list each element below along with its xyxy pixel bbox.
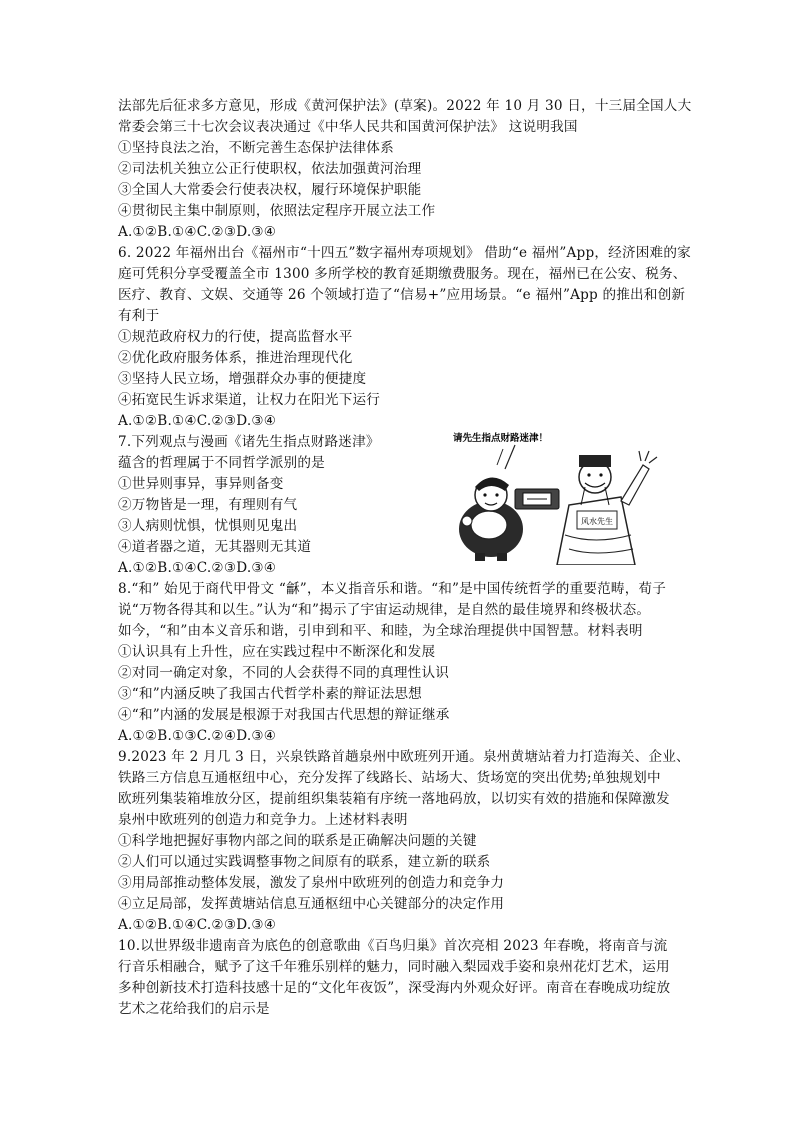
answer-options: A.①②B.①④C.②③D.③④ bbox=[118, 413, 277, 429]
cartoon-caption: 请先生指点财路迷津！ bbox=[453, 433, 549, 444]
question-8-line: 8.“和” 始见于商代甲骨文 “龢”，本义指音乐和谐。“和”是中国传统哲学的重要范畴，荀子 bbox=[118, 581, 667, 597]
text-line: 欧班列集装箱堆放分区，提前组织集装箱有序统一落地码放，以切实有效的措施和保障激发 bbox=[118, 791, 670, 807]
text-line: ④立足局部，发挥黄塘站信息互通枢纽中心关键部分的决定作用 bbox=[118, 896, 505, 912]
rich-man-figure bbox=[459, 477, 523, 561]
text-line: ②万物皆是一理，有理则有气 bbox=[118, 497, 298, 513]
question-6-line: 6. 2022 年福州出台《福州市“十四五”数字福州寿项规划》 借助“e 福州”App，经济困难的家 bbox=[118, 245, 691, 261]
gift-box bbox=[515, 489, 559, 509]
text-line: 行音乐相融合，赋予了这千年雅乐别样的魅力，同时融入梨园戏手姿和泉州花灯艺术，运用 bbox=[118, 959, 670, 975]
answer-options: A.①②B.①④C.②③D.③④ bbox=[118, 560, 277, 576]
fortune-teller-figure bbox=[557, 451, 657, 565]
text-line: 法部先后征求多方意见，形成《黄河保护法》(草案)。2022 年 10 月 30 日，十三届全国人大 bbox=[118, 98, 692, 114]
text-line: 多种创新技术打造科技感十足的“文化年夜饭”，深受海内外观众好评。南音在春晚成功绽放 bbox=[118, 980, 671, 996]
answer-options: A.①②B.①③C.②④D.③④ bbox=[118, 728, 277, 744]
speech-pointer bbox=[505, 445, 515, 469]
question-10-line: 10.以世界级非遗南音为底色的创意歌曲《百鸟归巢》首次亮相 2023 年春晚，将南音与流 bbox=[118, 938, 668, 954]
text-line: ①世异则事异，事异则备变 bbox=[118, 476, 284, 492]
answer-options: A.①②B.①④C.②③D.③④ bbox=[118, 917, 277, 933]
cartoon-illustration bbox=[445, 425, 685, 565]
answer-options: A.①②B.①④C.②③D.③④ bbox=[118, 224, 277, 240]
text-line: ①科学地把握好事物内部之间的联系是正确解决问题的关键 bbox=[118, 833, 477, 849]
text-line: 庭可凭积分享受覆盖全市 1300 多所学校的教育延期缴费服务。现在，福州已在公安、税务、 bbox=[118, 266, 687, 282]
text-line: 常委会第三十七次会议表决通过《中华人民共和国黄河保护法》 这说明我国 bbox=[118, 119, 578, 135]
text-line: ④道者器之道，无其器则无其道 bbox=[118, 539, 312, 555]
text-line: ②优化政府服务体系，推进治理现代化 bbox=[118, 350, 353, 366]
text-line: ③“和”内涵反映了我国古代哲学朴素的辩证法思想 bbox=[118, 686, 422, 702]
text-line: ③用局部推动整体发展，激发了泉州中欧班列的创造力和竞争力 bbox=[118, 875, 505, 891]
text-line: 医疗、教育、文娱、交通等 26 个领域打造了“信易+”应用场景。“e 福州”App 的推出和创新 bbox=[118, 287, 686, 303]
fortune-sign-text: 风水先生 bbox=[581, 517, 613, 526]
text-line: 说“万物各得其和以生。”认为“和”揭示了宇宙运动规律，是自然的最佳境界和终极状态。 bbox=[118, 602, 651, 618]
text-line: 蕴含的哲理属于不同哲学派别的是 bbox=[118, 455, 325, 471]
text-line: 如今，“和”由本义音乐和谐，引申到和平、和睦，为全球治理提供中国智慧。材料表明 bbox=[118, 623, 643, 639]
text-line: ④拓宽民生诉求渠道，让权力在阳光下运行 bbox=[118, 392, 381, 408]
text-line: ②司法机关独立公正行使职权，依法加强黄河治理 bbox=[118, 161, 422, 177]
question-7-line: 7.下列观点与漫画《诸先生指点财路迷津》 bbox=[118, 434, 380, 450]
question-9-line: 9.2023 年 2 月几 3 日，兴泉铁路首趟泉州中欧班列开通。泉州黄塘站着力打造海关、企业、 bbox=[118, 749, 690, 765]
text-line: 泉州中欧班列的创造力和竞争力。上述材料表明 bbox=[118, 812, 408, 828]
text-line: 铁路三方信息互通枢纽中心，充分发挥了线路长、站场大、货场宽的突出优势;单独规划中 bbox=[118, 770, 661, 786]
text-line: 有利于 bbox=[118, 308, 160, 324]
text-line: ①坚持良法之治，不断完善生态保护法律体系 bbox=[118, 140, 394, 156]
text-line: ③坚持人民立场，增强群众办事的便捷度 bbox=[118, 371, 367, 387]
text-line: ③全国人大常委会行使表决权，履行环境保护职能 bbox=[118, 182, 422, 198]
text-line: ①认识具有上升性，应在实践过程中不断深化和发展 bbox=[118, 644, 436, 660]
text-line: ①规范政府权力的行使，提高监督水平 bbox=[118, 329, 353, 345]
text-line: 艺术之花给我们的启示是 bbox=[118, 1001, 270, 1017]
text-line: ④“和”内涵的发展是根源于对我国古代思想的辩证继承 bbox=[118, 707, 450, 723]
text-line: ②人们可以通过实践调整事物之间原有的联系，建立新的联系 bbox=[118, 854, 491, 870]
speech-pointer bbox=[497, 449, 503, 465]
text-line: ③人病则忧惧，忧惧则见鬼出 bbox=[118, 518, 298, 534]
text-line: ④贯彻民主集中制原则，依照法定程序开展立法工作 bbox=[118, 203, 436, 219]
text-line: ②对同一确定对象，不同的人会获得不同的真理性认识 bbox=[118, 665, 450, 681]
